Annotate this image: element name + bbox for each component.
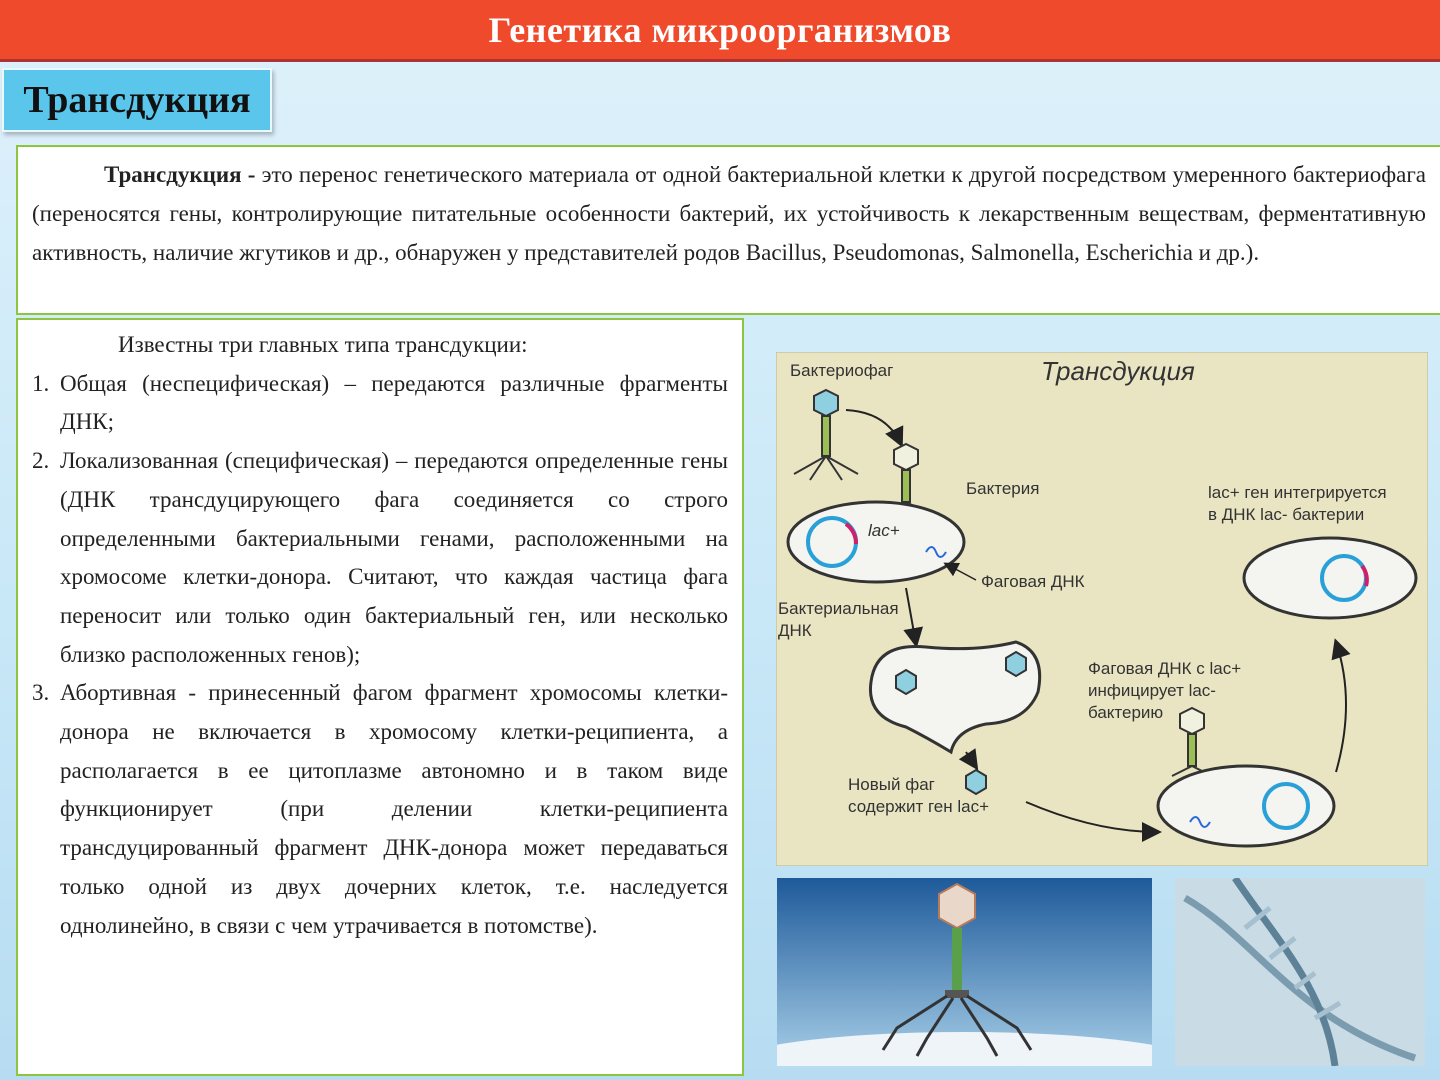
types-list (32, 365, 728, 946)
list-item (32, 442, 728, 674)
definition-text: это перенос генетического материала от одной бактериальной клетки к другой посредством умеренного бактериофага (переносятся гены, контролирующие питательные особенности бактерий, их устойчивость к лекарственным веществам, ферментативную активность, наличие жгутиков и др., обнаружен у представителей родов Bacillus, Pseudomonas, Salmonella, Escherichia и др.). (32, 162, 1426, 265)
label-bacteriophage: Бактериофаг (790, 361, 894, 380)
page-title: Генетика микроорганизмов (488, 9, 952, 50)
section-title: Трансдукция (23, 79, 251, 121)
label-infects-3: бактерию (1088, 703, 1164, 722)
bacteriophage-photo (777, 878, 1152, 1066)
label-new-phage-1: Новый фаг (848, 775, 935, 794)
label-infects-1: Фаговая ДНК с lac+ (1088, 659, 1242, 678)
header-bar (0, 0, 1440, 62)
list-item (32, 674, 728, 945)
label-bacterial-dna-1: Бактериальная (778, 599, 899, 618)
label-infects-2: инфицирует lac- (1088, 681, 1216, 700)
label-integrates-1: lac+ ген интегрируется (1208, 483, 1387, 502)
label-bacterial-dna-2: ДНК (778, 621, 812, 640)
transduction-diagram (776, 352, 1428, 866)
bacterium-cell-2 (1244, 538, 1416, 618)
list-item-number: 3. (32, 680, 50, 706)
types-intro: Известны три главных типа трансдукции: (118, 332, 528, 357)
definition-box (16, 145, 1440, 315)
definition-term: Трансдукция - (104, 162, 256, 187)
label-phage-dna: Фаговая ДНК (981, 572, 1085, 591)
list-item-text: Общая (неспецифическая) – передаются различные фрагменты ДНК; (60, 370, 728, 435)
label-bacterium: Бактерия (966, 479, 1040, 498)
types-box (16, 318, 744, 1076)
label-integrates-2: в ДНК lac- бактерии (1208, 505, 1365, 524)
label-lac: lac+ (868, 521, 900, 540)
list-item-number: 1. (32, 370, 50, 396)
list-item-text: Локализованная (специфическая) – передаются определенные гены (ДНК трансдуцирующего фага соединяется со строго определенными бактериальными генами, расположенными на хромосоме клетки-донора. Считают, что каждая частица фага переносит или только один бактериальный ген, или несколько близко расположенных генов); (60, 448, 728, 667)
dna-photo (1175, 878, 1425, 1066)
list-item-text: Абортивная - принесенный фагом фрагмент хромосомы клетки-донора не включается в хромосому клетки-реципиента, а располагается в ее цитоплазме автономно и в таком виде функционирует (при делении клетки-реципиента трансдуцированный фрагмент ДНК-донора может передаваться только одной из двух дочерних клеток, т.е. наследуется однолинейно, в связи с чем утрачивается в потомстве). (60, 680, 728, 938)
list-item-number: 2. (32, 448, 50, 474)
section-tag (2, 68, 272, 132)
list-item (32, 365, 728, 442)
bacterium-cell-1 (788, 502, 964, 582)
diagram-title: Трансдукция (1041, 356, 1195, 386)
label-new-phage-2: содержит ген lac+ (848, 797, 990, 816)
